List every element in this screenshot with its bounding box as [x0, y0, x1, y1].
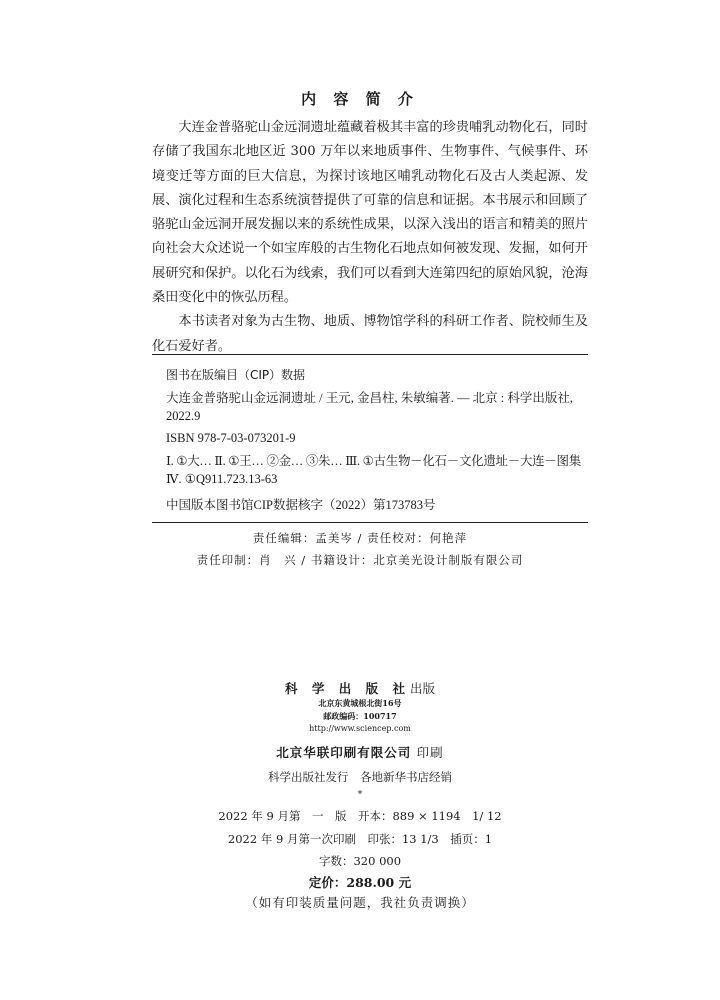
printer-name: 北京华联印刷有限公司	[276, 745, 412, 760]
intro-title: 内 容 简 介	[301, 90, 419, 108]
cip-classification: Ⅰ. ①大… Ⅱ. ①王… ②金… ③朱… Ⅲ. ①古生物－化石－文化遗址－大连－图集	[166, 454, 581, 468]
publisher-line	[0, 678, 720, 697]
printing-line: 2022 年 9 月第一次印刷 印张：13 1/3 插页：1	[227, 832, 493, 846]
intro-paragraph: 大连金普骆驼山金远洞遗址蕴藏着极其丰富的珍贵哺乳动物化石，同时存储了我国东北地区近 300 万年以来地质事件、生物事件、气候事件、环境变迁等方面的巨大信息，为探讨该地区哺乳动物化石及古人类起源、发展、演化过程和生态系统演替提供了可靠的信息和证据。本书展示和回顾了骆驼山金远洞开展发掘以来的系统性成果，以深入浅出的语言和精美的照片向社会大众述说一个如宝库般的古生物化石地点如何被发现、发掘，如何开展研究和保护。以化石为线索，我们可以看到大连第四纪的原始风貌，沧海桑田变化中的恢弘历程。	[152, 120, 588, 306]
quality-note: （如有印装质量问题，我社负责调换）	[245, 895, 475, 910]
intro-paragraph: 本书读者对象为古生物、地质、博物馆学科的科研工作者、院校师生及化石爱好者。	[152, 314, 588, 354]
distribution-line: 科学出版社发行 各地新华书店经销	[268, 770, 452, 784]
publisher-suffix: 出版	[409, 681, 435, 696]
printer-suffix: 印刷	[416, 745, 444, 760]
cip-classification-2: Ⅳ. ①Q911.723.13-63	[166, 472, 278, 486]
cip-record: 大连金普骆驼山金远洞遗址 / 王元, 金昌柱, 朱敏编著. — 北京 : 科学出版社, 2022.9	[166, 391, 573, 423]
cip-verification: 中国版本图书馆CIP数据核字（2022）第173783号	[166, 498, 436, 512]
separator-star: *	[357, 790, 363, 800]
price: 定价：288.00 元	[308, 875, 412, 890]
word-count: 字数：320 000	[318, 854, 402, 868]
cip-isbn: ISBN 978-7-03-073201-9	[166, 431, 296, 445]
editor-line: 责任编辑：孟美岑 / 责任校对：何艳萍	[252, 531, 468, 545]
edition-line: 2022 年 9 月第 一 版 开本：889 × 1194 1/ 12	[218, 809, 502, 823]
intro-text	[152, 116, 588, 359]
publisher-postcode: 邮政编码：100717	[323, 711, 397, 721]
divider-bottom	[152, 522, 588, 523]
publisher-website: http://www.sciencep.com	[309, 724, 411, 733]
cip-heading: 图书在版编目（CIP）数据	[166, 368, 306, 382]
production-line: 责任印制：肖 兴 / 书籍设计：北京美光设计制版有限公司	[196, 553, 524, 567]
publisher-address: 北京东黄城根北街16号	[318, 698, 402, 708]
publisher-name: 科 学 出 版 社	[285, 681, 410, 696]
divider-top	[152, 354, 588, 355]
printer-line	[0, 743, 720, 761]
